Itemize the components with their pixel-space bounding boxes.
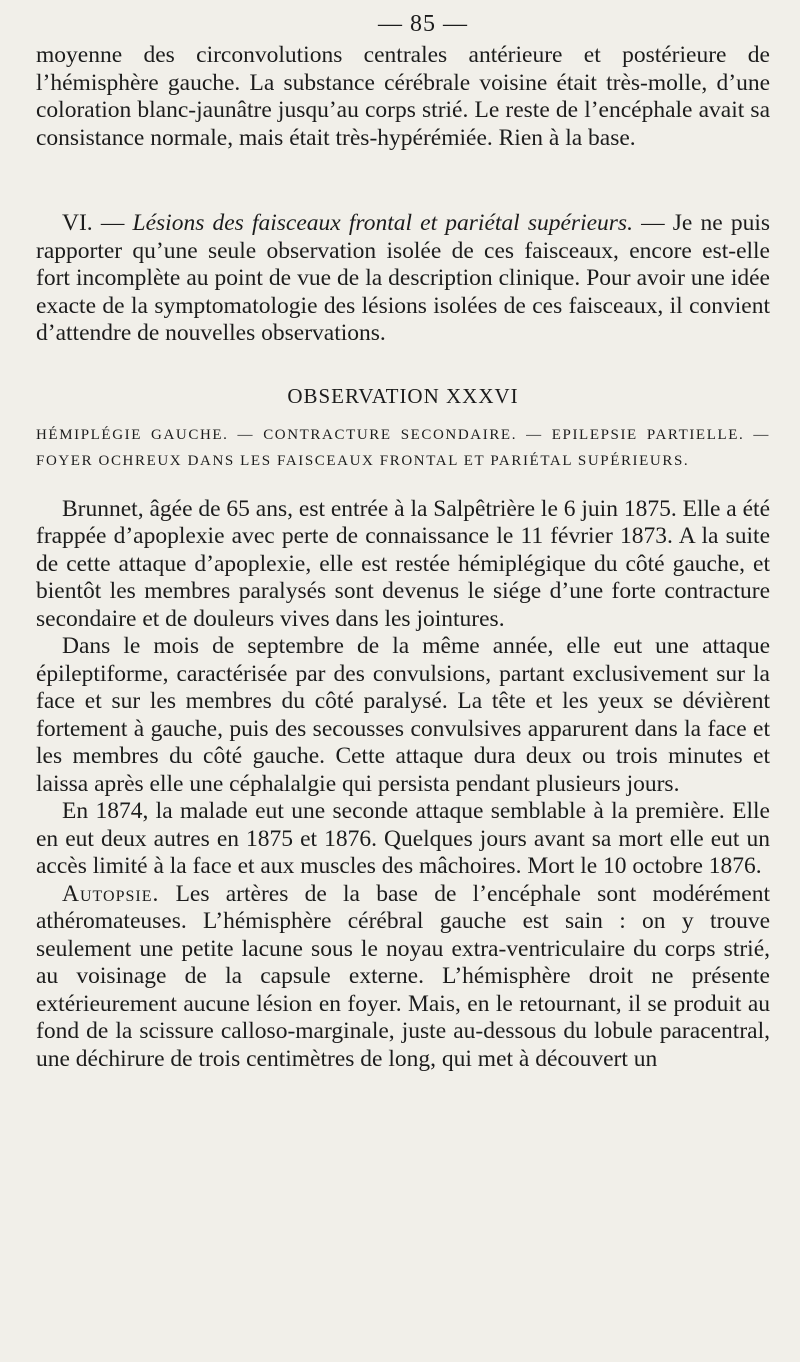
section-paragraph (36, 210, 770, 348)
observation-paragraph-2: Dans le mois de septembre de la même année, elle eut une attaque épileptiforme, caractérisée par des convulsions, partant exclusivement sur la face et sur les membres du côté paralysé. La tête et les yeux se dévièrent fortement à gauche, puis des secousses convulsives apparurent dans la face et les membres du côté gauche. Cette attaque dura deux ou trois minutes et laissa après elle une céphalalgie qui persista pendant plusieurs jours. (36, 633, 770, 797)
observation-subtitle: HÉMIPLÉGIE GAUCHE. — CONTRACTURE SECONDAIRE. — EPILEPSIE PARTIELLE. — FOYER OCHREUX DANS LES FAISCEAUX FRONTAL ET PARIÉTAL SUPÉRIEURS. (36, 426, 770, 469)
page-number: — 85 — (378, 11, 468, 37)
autopsy-text: Les artères de la base de l’encéphale sont modérément athéromateuses. L’hémisphère cérébral gauche est sain : on y trouve seulement une petite lacune sous le noyau extra-ventriculaire du corps strié, au voisinage de la capsule externe. L’hémisphère droit ne présente extérieurement aucune lésion en foyer. Mais, en le retournant, il se produit au fond de la scissure calloso-marginale, juste au-dessous du lobule paracentral, une déchirure de trois centimètres de long, qui met à découvert un (36, 880, 770, 1072)
section-title: Lésions des faisceaux frontal et pariétal supérieurs. (132, 210, 633, 236)
section-number: VI. — (62, 210, 125, 236)
observation-paragraph-3: En 1874, la malade eut une seconde attaque semblable à la première. Elle en eut deux autres en 1875 et 1876. Quelques jours avant sa mort elle eut un accès limité à la face et aux muscles des mâchoires. Mort le 10 octobre 1876. (36, 798, 770, 879)
opening-paragraph: moyenne des circonvolutions centrales antérieure et postérieure de l’hémisphère gauche. La substance cérébrale voisine était très-molle, d’une coloration blanc-jaunâtre jusqu’au corps strié. Le reste de l’encéphale avait sa consistance normale, mais était très-hypérémiée. Rien à la base. (36, 42, 770, 151)
autopsy-label: Autopsie. (62, 880, 160, 907)
autopsy-paragraph (36, 881, 770, 1074)
observation-paragraph-1: Brunnet, âgée de 65 ans, est entrée à la Salpêtrière le 6 juin 1875. Elle a été frappée d’apoplexie avec perte de connaissance le 11 février 1873. A la suite de cette attaque d’apoplexie, elle est restée hémiplégique du côté gauche, et bientôt les membres paralysés sont devenus le siége d’une forte contracture secondaire et de douleurs vives dans les jointures. (36, 495, 770, 632)
section-text: — Je ne puis rapporter qu’une seule observation isolée de ces faisceaux, encore est-elle fort incomplète au point de vue de la description clinique. Pour avoir une idée exacte de la symptomatologie des lésions isolées de ces faisceaux, il convient d’attendre de nouvelles observations. (36, 210, 771, 346)
document-page (36, 6, 770, 1356)
observation-heading: OBSERVATION XXXVI (287, 383, 519, 408)
